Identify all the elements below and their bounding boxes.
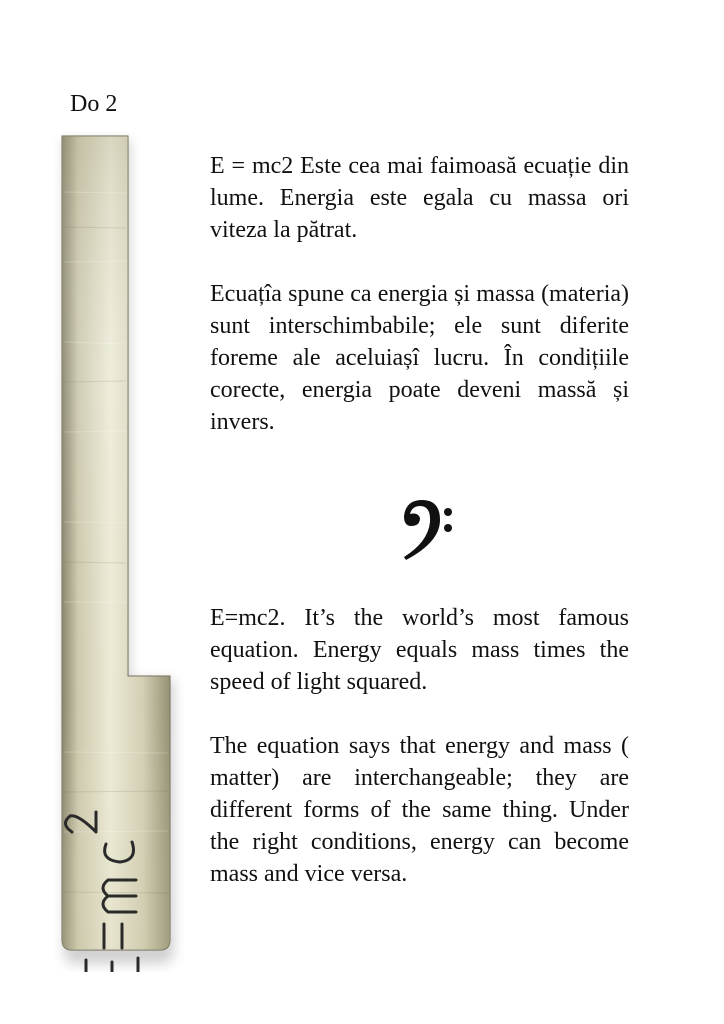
english-paragraph-1: E=mc2. It’s the world’s most famous equation. Energy equals mass times the speed of light squared.: [210, 605, 629, 695]
romanian-paragraph-2: Ecuațîa spune ca energia și massa (materia) sunt interschimbabile; ele sunt diferite foreme ale aceluiașî lucru. În condițiile corecte, energia poate deveni massă și invers.: [210, 281, 629, 435]
english-text-block: [210, 602, 629, 890]
romanian-text-block: [210, 150, 629, 438]
english-paragraph-2: The equation says that energy and mass ( matter) are interchangeable; they are different forms of the same thing. Under the right conditions, energy can become mass and vice versa.: [210, 733, 629, 887]
bass-clef-icon: [398, 496, 458, 566]
romanian-paragraph-1: E = mc2 Este cea mai faimoasă ecuație din lume. Energia este egala cu massa ori viteza la pătrat.: [210, 153, 629, 243]
metal-bar-image: [54, 132, 184, 972]
page-label: Do 2: [70, 91, 118, 117]
